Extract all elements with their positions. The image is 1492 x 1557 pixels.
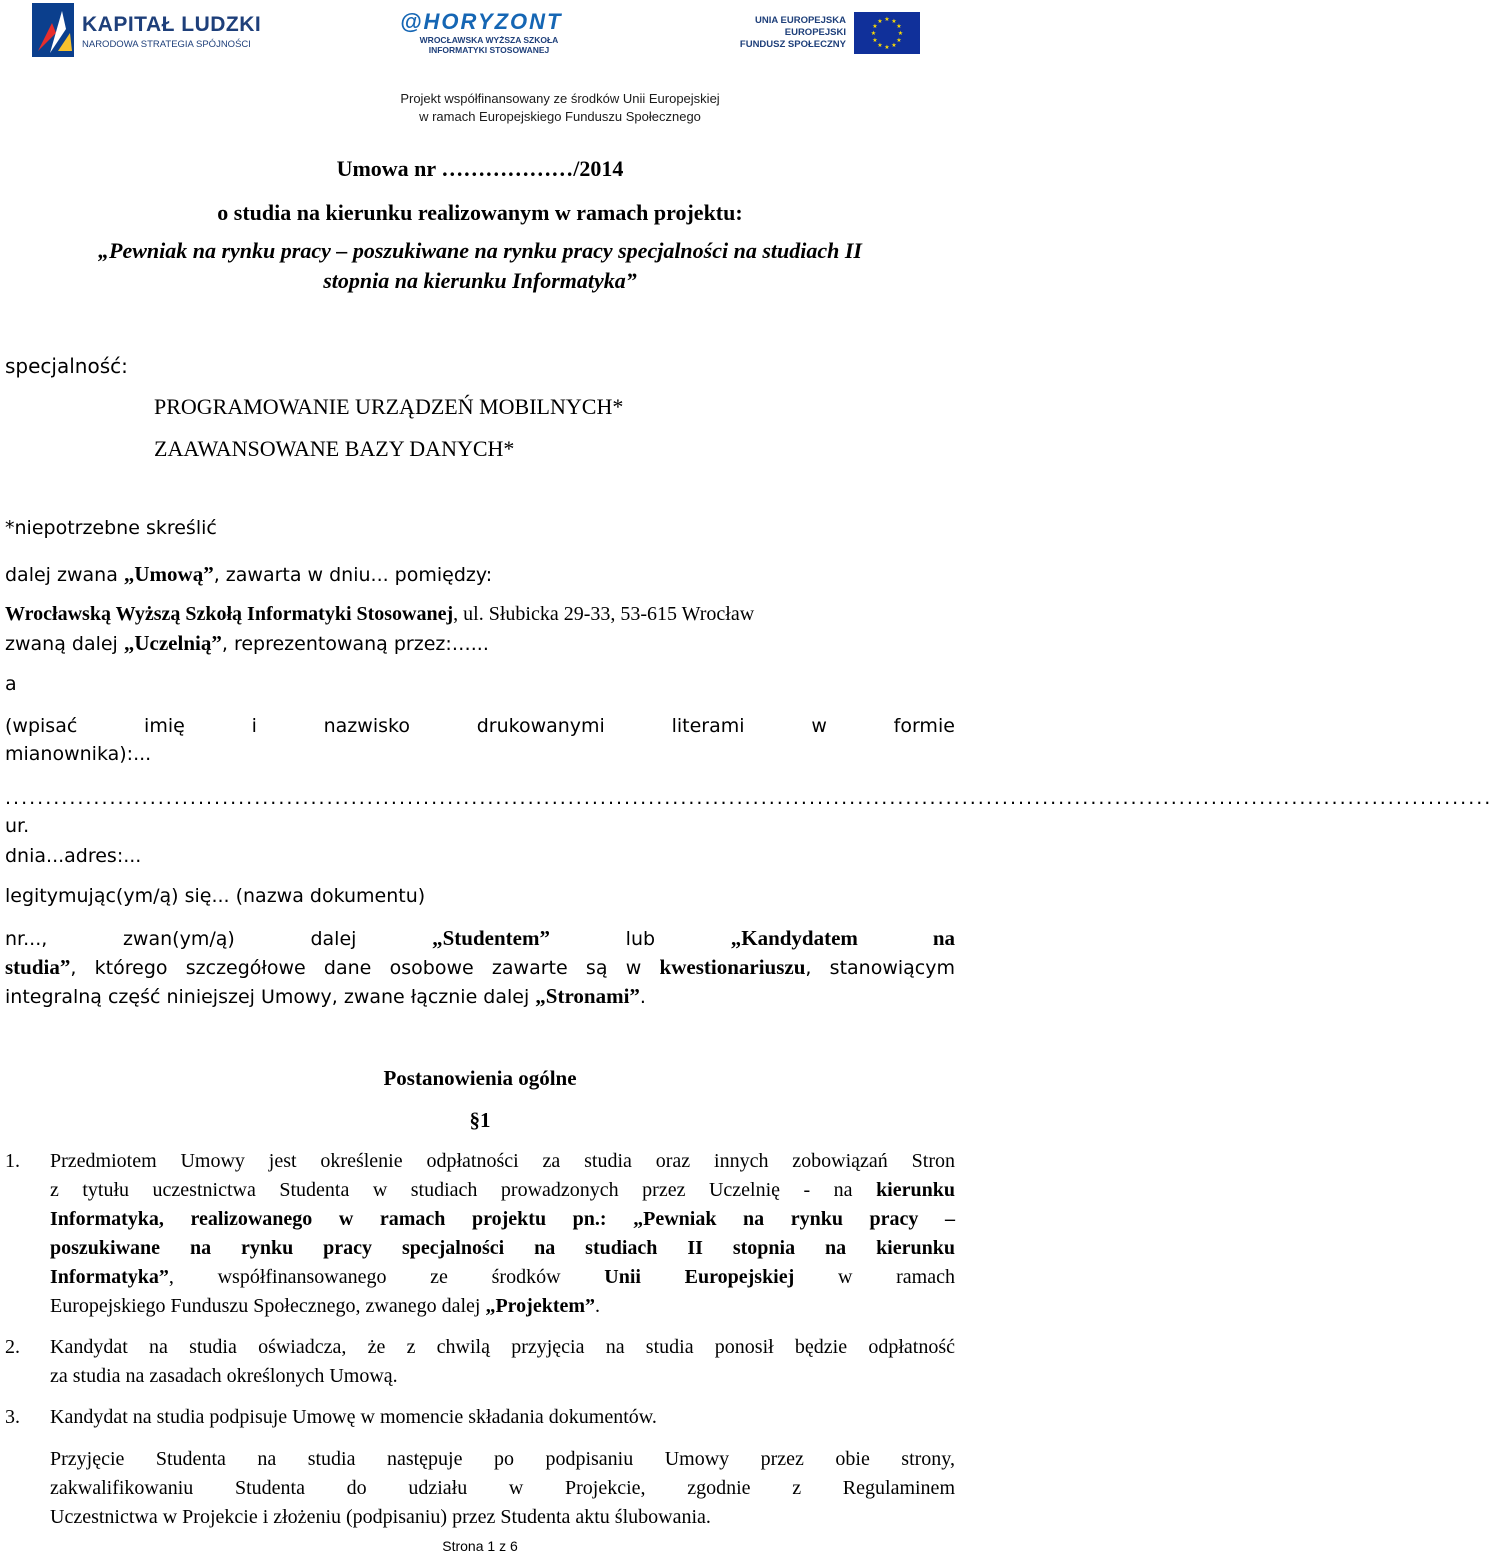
birth-date-address-field: dnia...adres:... — [5, 845, 142, 867]
eu-logo-text: UNIA EUROPEJSKA EUROPEJSKI FUNDUSZ SPOŁECZNY — [739, 15, 846, 50]
cofinancing-note-line1: Projekt współfinansowany ze środków Unii Europejskiej — [400, 91, 720, 106]
contract-subtitle: o studia na kierunku realizowanym w ramach projektu: — [217, 200, 743, 225]
svg-text:★: ★ — [897, 30, 904, 37]
contract-title: Umowa nr ………………/2014 — [336, 156, 624, 181]
svg-text:★: ★ — [870, 30, 877, 37]
item-3-line1: Kandydat na studia podpisuje Umowę w momencie składania dokumentów. — [50, 1406, 657, 1428]
svg-text:★: ★ — [896, 37, 902, 44]
student-definition-line2: studia”, którego szczegółowe dane osobowe zawarte są w kwestionariuszu, stanowiącym — [5, 955, 956, 979]
student-name-fill-line: ......................................................................................................................................................................................... — [5, 787, 1492, 809]
horyzont-title: @HORYZONT — [400, 9, 563, 34]
svg-text:★: ★ — [872, 37, 878, 44]
item-2-line2: za studia na zasadach określonych Umową. — [50, 1365, 398, 1387]
svg-text:★: ★ — [872, 23, 878, 30]
student-name-instruction: (wpisać imię i nazwisko drukowanymi literami w formie — [5, 715, 955, 737]
kapital-ludzki-emblem-icon — [32, 3, 74, 57]
svg-text:★: ★ — [884, 16, 890, 23]
svg-text:★: ★ — [891, 18, 897, 25]
item-2-line1: Kandydat na studia oświadcza, że z chwilą przyjęcia na studia ponosił będzie odpłatność — [50, 1336, 955, 1358]
id-document-field: legitymując(ym/ą) się... (nazwa dokumentu) — [5, 885, 426, 907]
kapital-ludzki-title: KAPITAŁ LUDZKI — [82, 13, 262, 36]
item-2-number: 2. — [5, 1336, 20, 1358]
student-definition-line1: nr..., zwan(ym/ą) dalej „Studentem” lub „Kandydatem na — [5, 926, 955, 950]
svg-text:★: ★ — [884, 44, 890, 51]
item-1-line6: Europejskiego Funduszu Społecznego, zwanego dalej „Projektem”. — [50, 1295, 601, 1317]
svg-text:★: ★ — [896, 23, 902, 30]
and-conjunction: a — [5, 673, 17, 695]
project-name-line1: „Pewniak na rynku pracy – poszukiwane na rynku pracy specjalności na studiach II — [98, 238, 862, 263]
item-3-para-line3: Uczestnictwa w Projekcie i złożeniu (podpisaniu) przez Studenta aktu ślubowania. — [50, 1506, 711, 1528]
item-3-para-line1: Przyjęcie Studenta na studia następuje po podpisaniu Umowy przez obie strony, — [50, 1448, 955, 1470]
svg-text:★: ★ — [877, 18, 883, 25]
item-3-para-line2: zakwalifikowaniu Studenta do udziału w Projekcie, zgodnie z Regulaminem — [50, 1477, 955, 1499]
svg-text:★: ★ — [877, 42, 883, 49]
specialty-option-databases: ZAAWANSOWANE BAZY DANYCH* — [154, 436, 515, 461]
item-1-line2: z tytułu uczestnictwa Studenta w studiach prowadzonych przez Uczelnię - na kierunku — [50, 1179, 955, 1201]
item-1-line4: poszukiwane na rynku pracy specjalności na studiach II stopnia na kierunku — [50, 1237, 955, 1259]
university-line: Wrocławską Wyższą Szkołą Informatyki Stosowanej, ul. Słubicka 29-33, 53-615 Wrocław — [5, 603, 755, 625]
student-name-field: mianownika):... — [5, 743, 152, 765]
item-1-number: 1. — [5, 1150, 20, 1172]
university-representative-line: zwaną dalej „Uczelnią”, reprezentowaną przez:…... — [5, 631, 489, 655]
horyzont-subtitle: WROCŁAWSKA WYŻSZA SZKOŁA INFORMATYKI STOSOWANEJ — [419, 35, 559, 55]
project-name-line2: stopnia na kierunku Informatyka” — [323, 268, 637, 293]
page-number: Strona 1 z 6 — [442, 1538, 518, 1554]
student-definition-line3: integralną część niniejszej Umowy, zwane łącznie dalej „Stronami”. — [5, 984, 646, 1008]
section-heading: Postanowienia ogólne — [383, 1066, 577, 1090]
kapital-ludzki-subtitle: NARODOWA STRATEGIA SPÓJNOŚCI — [82, 39, 251, 50]
item-1-line3: Informatyka, realizowanego w ramach projektu pn.: „Pewniak na rynku pracy – — [50, 1208, 955, 1230]
eu-logo — [726, 12, 926, 58]
svg-text:★: ★ — [891, 42, 897, 49]
horyzont-logo — [398, 9, 580, 57]
specialty-label: specjalność: — [5, 354, 128, 378]
item-1-line1: Przedmiotem Umowy jest określenie odpłatności za studia oraz innych zobowiązań Stron — [50, 1150, 955, 1172]
specialty-option-mobile: PROGRAMOWANIE URZĄDZEŃ MOBILNYCH* — [154, 394, 624, 419]
birth-label: ur. — [5, 815, 30, 837]
cofinancing-note-line2: w ramach Europejskiego Funduszu Społecznego — [419, 109, 701, 124]
item-3-number: 3. — [5, 1406, 20, 1428]
item-1-line5: Informatyka”, współfinansowanego ze środków Unii Europejskiej w ramach — [50, 1266, 955, 1288]
eu-flag-icon — [854, 12, 920, 54]
paragraph-number: §1 — [469, 1108, 491, 1132]
kapital-ludzki-logo — [32, 3, 292, 59]
footnote-strike: *niepotrzebne skreślić — [5, 517, 217, 539]
contract-date-line: dalej zwana „Umową”, zawarta w dniu... pomiędzy: — [5, 562, 493, 586]
